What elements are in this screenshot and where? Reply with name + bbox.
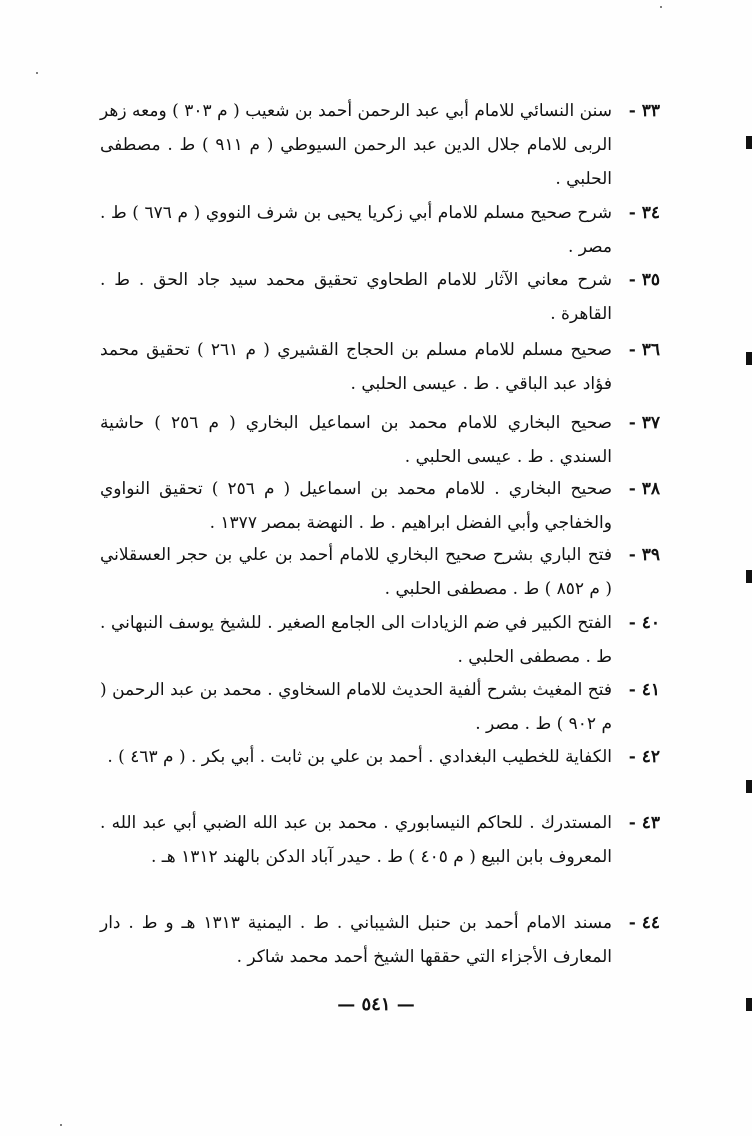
- scan-edge-mark: [746, 570, 752, 583]
- reference-entry-35: [100, 263, 660, 333]
- entry-number: ٤٣ -: [628, 813, 660, 833]
- entry-number: ٣٥ -: [628, 270, 660, 290]
- reference-entry-41: [100, 673, 660, 743]
- scan-speck: [36, 72, 38, 74]
- reference-entry-40: [100, 606, 660, 676]
- scan-edge-mark: [746, 352, 752, 365]
- entry-text: شرح معاني الآثار للامام الطحاوي تحقيق محمد سيد جاد الحق . ط . القاهرة .: [100, 270, 612, 324]
- reference-entry-34: [100, 196, 660, 266]
- entry-text: فتح الباري بشرح صحيح البخاري للامام أحمد بن علي بن حجر العسقلاني ( م ٨٥٢ ) ط . مصطفى الحلبي .: [100, 545, 612, 599]
- entry-text: صحيح البخاري للامام محمد بن اسماعيل البخاري ( م ٢٥٦ ) حاشية السندي . ط . عيسى الحلبي .: [100, 413, 612, 467]
- reference-entry-42: [100, 740, 660, 810]
- entry-text: سنن النسائي للامام أبي عبد الرحمن أحمد بن شعيب ( م ٣٠٣ ) ومعه زهر الربى للامام جلال الدين عبد الرحمن السيوطي ( م ٩١١ ) ط . مصطفى الحلبي .: [100, 101, 612, 189]
- reference-entry-37: [100, 406, 660, 476]
- entry-text: المستدرك . للحاكم النيسابوري . محمد بن عبد الله الضبي أبي عبد الله . المعروف بابن البيع ( م ٤٠٥ ) ط . حيدر آباد الدكن بالهند ١٣١٢ هـ .: [100, 813, 612, 867]
- entry-text: شرح صحيح مسلم للامام أبي زكريا يحيى بن شرف النووي ( م ٦٧٦ ) ط . مصر .: [100, 203, 612, 257]
- entry-number: ٣٣ -: [628, 101, 660, 121]
- scan-speck: [660, 6, 662, 8]
- scan-edge-mark: [746, 780, 752, 793]
- entry-number: ٤٠ -: [628, 613, 660, 633]
- reference-entry-43: [100, 806, 660, 910]
- entry-text: الكفاية للخطيب البغدادي . أحمد بن علي بن ثابت . أبي بكر . ( م ٤٦٣ ) .: [107, 747, 612, 767]
- entry-number: ٤٤ -: [628, 913, 660, 933]
- reference-entry-39: [100, 538, 660, 608]
- scan-edge-mark: [746, 136, 752, 149]
- reference-entry-36: [100, 333, 660, 403]
- entry-text: الفتح الكبير في ضم الزيادات الى الجامع الصغير . للشيخ يوسف النبهاني . ط . مصطفى الحلبي .: [100, 613, 612, 667]
- reference-entry-44: [100, 906, 660, 976]
- reference-entry-33: [100, 94, 660, 198]
- reference-entry-38: [100, 472, 660, 542]
- scan-speck: [60, 1124, 62, 1126]
- entry-text: مسند الامام أحمد بن حنبل الشيباني . ط . اليمنية ١٣١٣ هـ و ط . دار المعارف الأجزاء التي حققها الشيخ أحمد محمد شاكر .: [100, 913, 612, 967]
- entry-number: ٣٤ -: [628, 203, 660, 223]
- entry-number: ٣٨ -: [628, 479, 660, 499]
- entry-text: صحيح مسلم للامام مسلم بن الحجاج القشيري ( م ٢٦١ ) تحقيق محمد فؤاد عبد الباقي . ط . عيسى الحلبي .: [100, 340, 612, 394]
- entry-number: ٤٢ -: [628, 747, 660, 767]
- entry-text: صحيح البخاري . للامام محمد بن اسماعيل ( م ٢٥٦ ) تحقيق النواوي والخفاجي وأبي الفضل ابراهيم . ط . النهضة بمصر ١٣٧٧ .: [100, 479, 613, 533]
- entry-text: فتح المغيث بشرح ألفية الحديث للامام السخاوي . محمد بن عبد الرحمن ( م ٩٠٢ ) ط . مصر .: [100, 680, 612, 734]
- entry-number: ٣٧ -: [628, 413, 660, 433]
- entry-number: ٣٦ -: [628, 340, 660, 360]
- entry-number: ٤١ -: [628, 680, 660, 700]
- entry-number: ٣٩ -: [628, 545, 660, 565]
- page-number: — ٥٤١ —: [337, 994, 415, 1015]
- scan-edge-mark: [746, 998, 752, 1011]
